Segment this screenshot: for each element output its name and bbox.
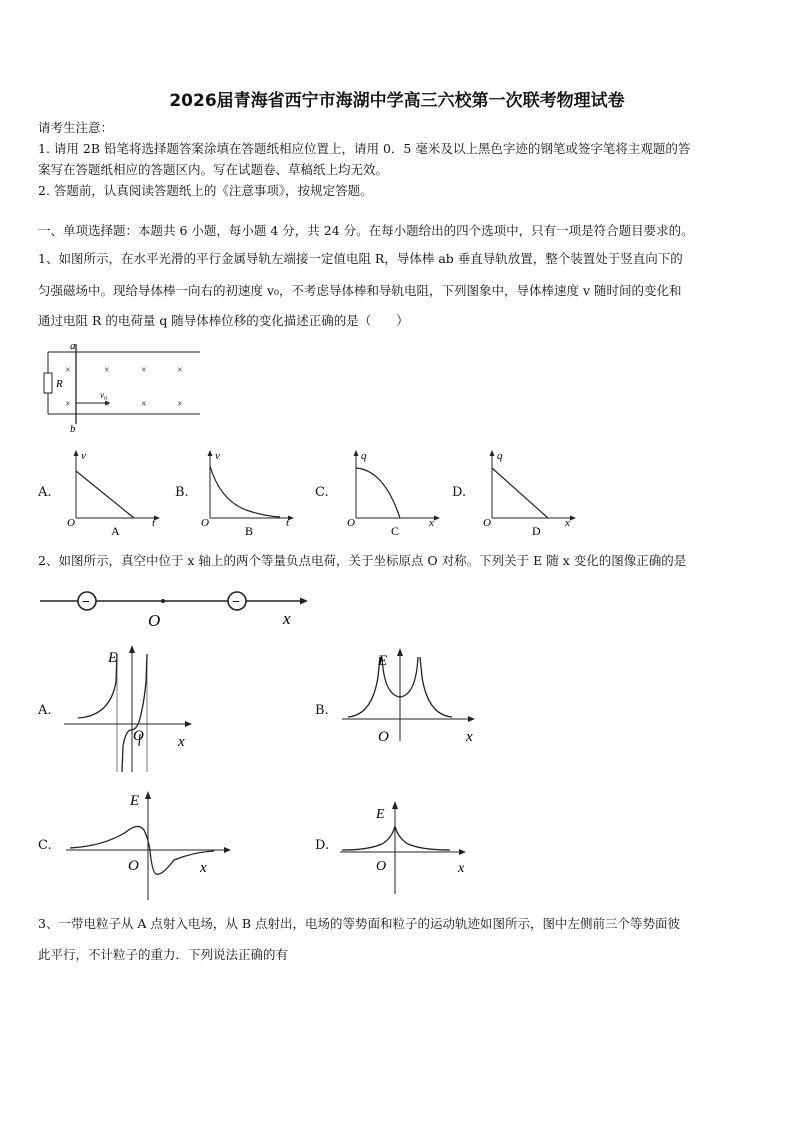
x-axis-label: x xyxy=(283,609,291,628)
svg-text:q: q xyxy=(361,450,367,462)
svg-text:E: E xyxy=(378,653,388,669)
q1-option-d-graph[interactable] xyxy=(480,448,580,543)
svg-text:t: t xyxy=(286,517,290,529)
svg-text:O: O xyxy=(483,517,491,529)
section-header: 一、单项选择题：本题共 6 小题，每小题 4 分，共 24 分。在每小题给出的四个选项中，只有一项是符合题目要求的。 xyxy=(38,223,694,238)
svg-text:E: E xyxy=(130,793,140,809)
svg-text:v: v xyxy=(81,450,86,462)
svg-text:O: O xyxy=(347,517,355,529)
q2-line-1: 2、如图所示，真空中位于 x 轴上的两个等量负点电荷，关于坐标原点 O 对称。下列关于 E 随 x 变化的图像正确的是 xyxy=(38,553,687,568)
svg-text:O: O xyxy=(67,517,75,529)
svg-text:×: × xyxy=(65,399,71,410)
q2-option-a-letter: A. xyxy=(38,703,52,718)
q1-option-b-graph[interactable] xyxy=(198,448,298,543)
q2-charges-figure xyxy=(38,585,308,630)
q1-option-a-letter: A. xyxy=(38,485,52,500)
notice-item-2: 2. 答题前，认真阅读答题纸上的《注意事项》，按规定答题。 xyxy=(38,183,373,198)
q1-line-1: 1、如图所示，在水平光滑的平行金属导轨左端接一定值电阻 R，导体棒 ab 垂直导轨放置，整个装置处于竖直向下的 xyxy=(38,251,683,266)
q1-option-c-graph[interactable] xyxy=(344,448,444,543)
label-b: b xyxy=(70,423,76,435)
svg-text:×: × xyxy=(177,399,183,410)
svg-text:E: E xyxy=(376,807,385,822)
q2-option-d-graph[interactable] xyxy=(338,798,478,898)
svg-text:×: × xyxy=(141,365,147,376)
svg-text:x: x xyxy=(565,517,570,529)
svg-text:A: A xyxy=(111,524,120,538)
svg-text:C: C xyxy=(391,524,400,538)
svg-text:×: × xyxy=(177,365,183,376)
svg-text:x: x xyxy=(429,517,434,529)
svg-text:−: − xyxy=(82,595,90,610)
svg-text:×: × xyxy=(65,365,71,376)
svg-text:O: O xyxy=(378,729,389,745)
q2-option-b-letter: B. xyxy=(315,703,329,718)
svg-text:x: x xyxy=(178,734,185,750)
svg-text:B: B xyxy=(245,524,254,538)
svg-text:x: x xyxy=(200,860,207,876)
q1-option-a-graph[interactable] xyxy=(64,448,164,543)
svg-text:O: O xyxy=(201,517,209,529)
svg-text:t: t xyxy=(152,517,156,529)
notice-heading: 请考生注意： xyxy=(38,120,114,135)
q2-option-a-graph[interactable] xyxy=(60,642,200,777)
q2-option-c-graph[interactable] xyxy=(64,788,234,903)
svg-text:x: x xyxy=(466,729,473,745)
svg-text:×: × xyxy=(141,399,147,410)
svg-text:×: × xyxy=(104,399,110,410)
q2-option-b-graph[interactable] xyxy=(338,645,488,745)
label-R: R xyxy=(56,378,63,390)
svg-text:×: × xyxy=(104,365,110,376)
q2-option-d-letter: D. xyxy=(315,838,330,853)
q1-line-3: 通过电阻 R 的电荷量 q 随导体棒位移的变化描述正确的是（ ） xyxy=(38,313,409,328)
svg-text:−: − xyxy=(232,595,240,610)
label-v0: v₀ xyxy=(100,390,108,400)
page-title: 2026届青海省西宁市海湖中学高三六校第一次联考物理试卷 xyxy=(169,91,625,111)
svg-text:q: q xyxy=(497,450,503,462)
svg-text:D: D xyxy=(532,524,541,538)
svg-text:O: O xyxy=(128,858,139,874)
svg-text:E: E xyxy=(108,650,118,666)
resistor-symbol xyxy=(44,373,52,393)
origin-label: O xyxy=(148,611,161,630)
q3-line-2: 此平行，不计粒子的重力．下列说法正确的有 xyxy=(38,947,289,962)
notice-item-1: 1. 请用 2B 铅笔将选择题答案涂填在答题纸相应位置上，请用 0．5 毫米及以上黑色字迹的钢笔或签字笔将主观题的答 xyxy=(38,141,691,156)
q1-option-b-letter: B. xyxy=(175,485,189,500)
q1-option-d-letter: D. xyxy=(452,485,467,500)
q3-line-1: 3、一带电粒子从 A 点射入电场，从 B 点射出，电场的等势面和粒子的运动轨迹如图所示，图中左侧前三个等势面彼 xyxy=(38,916,681,931)
q1-line-2: 匀强磁场中。现给导体棒一向右的初速度 v₀，不考虑导体棒和导轨电阻，下列图象中，导体棒速度 v 随时间的变化和 xyxy=(38,283,682,298)
svg-text:x: x xyxy=(458,861,465,876)
q2-option-c-letter: C. xyxy=(38,838,52,853)
notice-item-1-cont: 案写在答题纸相应的答题区内。写在试题卷、草稿纸上均无效。 xyxy=(38,162,389,177)
origin-point xyxy=(161,599,165,603)
svg-text:O: O xyxy=(376,859,387,874)
q1-rail-figure xyxy=(40,340,210,435)
svg-text:O: O xyxy=(133,728,144,744)
label-a: a xyxy=(70,340,76,352)
q1-option-c-letter: C. xyxy=(315,485,329,500)
svg-text:v: v xyxy=(215,450,220,462)
